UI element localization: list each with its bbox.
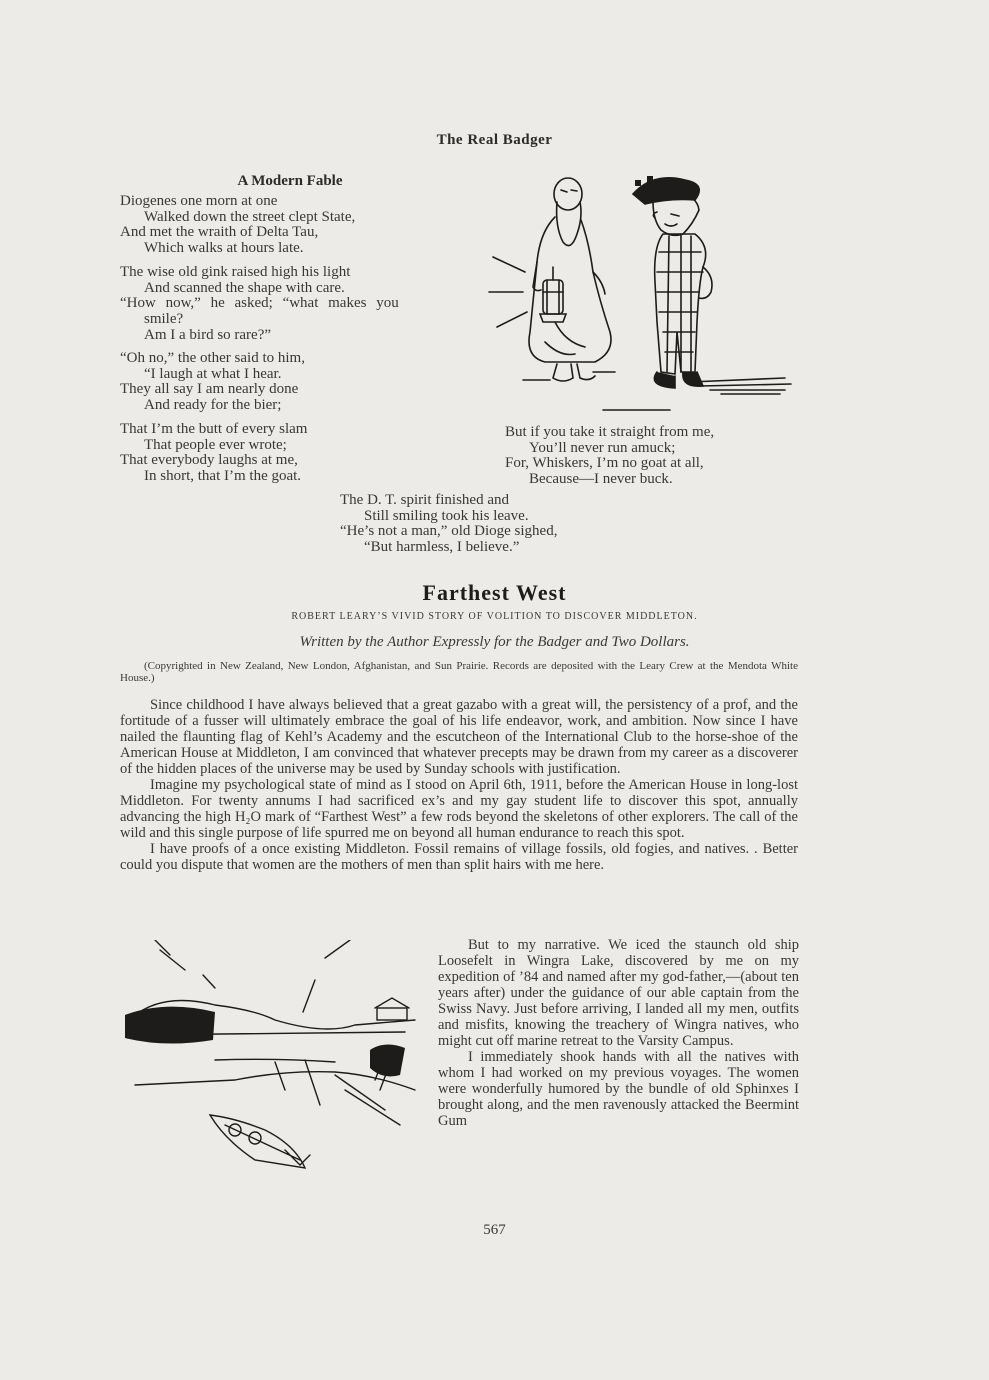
poem-stanza-4: [120, 422, 307, 485]
poem-line: “He’s not a man,” old Dioge sighed,: [340, 523, 558, 540]
poem-line: And ready for the bier;: [144, 397, 282, 414]
poem-line: Which walks at hours late.: [144, 240, 304, 257]
poem-line: Walked down the street clept State,: [144, 208, 356, 225]
poem-line: smile?: [144, 311, 184, 328]
poem-line: In short, that I’m the goat.: [144, 468, 302, 485]
poem-line: Diogenes one morn at one: [120, 193, 278, 209]
article-right-column: [438, 937, 799, 1129]
article-subtitle: ROBERT LEARY’S VIVID STORY OF VOLITION TO DISCOVER MIDDLETON.: [291, 611, 698, 622]
poem-line: “I laugh at what I hear.: [144, 365, 282, 382]
poem-line: And scanned the shape with care.: [144, 279, 345, 296]
running-header: The Real Badger: [436, 132, 553, 148]
poem-stanza-1: [120, 194, 355, 257]
poem-line: “Oh no,” the other said to him,: [120, 350, 305, 366]
poem-stanza-5: [505, 425, 714, 488]
poem-stanza-2: [120, 265, 460, 344]
poem-line: And met the wraith of Delta Tau,: [120, 224, 319, 241]
poem-line: That everybody laughs at me,: [120, 452, 298, 469]
poem-stanza-3: [120, 351, 305, 414]
poem-line: Still smiling took his leave.: [364, 507, 529, 524]
poem-line: The D. T. spirit finished and: [340, 492, 509, 508]
poem-title: A Modern Fable: [237, 173, 343, 189]
poem-line: You’ll never run amuck;: [529, 439, 676, 456]
poem-line: The wise old gink raised high his light: [120, 264, 351, 280]
article-paragraph: I have proofs of a once existing Middleton. Fossil remains of village fossils, old fogies, and natives. . Better could you dispute that women are the mothers of men than split hairs with me here.: [120, 841, 798, 873]
poem-line: Am I a bird so rare?”: [144, 326, 272, 343]
article-paragraph: I immediately shook hands with all the natives with whom I had worked on my previous voyages. The women were wonderfully humored by the bundle of old Sphinxes I brought along, and the men ravenously attacked the Beermint Gum: [438, 1049, 799, 1129]
page-number: 567: [483, 1222, 506, 1238]
poem-line: Because—I never buck.: [529, 471, 673, 488]
poem-line: That people ever wrote;: [144, 436, 287, 453]
article-paragraph: Since childhood I have always believed that a great gazabo with a great will, the persistency of a prof, and the fortitude of a fusser will ultimately embrace the goal of his life endeavor, work, and ambition. Now since I have nailed the flaunting flag of Kehl’s Academy and the escutcheon of the International Club to the horse-shoe of the American House at Middleton, I am convinced that whatever precepts may be drawn from my career as a discoverer of the hidden places of the universe may be used by Sunday schools with justification.: [120, 697, 798, 777]
poem-line: They all say I am nearly done: [120, 381, 299, 398]
article-paragraph: Imagine my psychological state of mind as I stood on April 6th, 1911, before the American House in long-lost Middleton. For twenty annums I had sacrificed ex’s and my gay student life to discover this spot, annually advancing the high H₂O mark of “Farthest West” a few rods beyond the skeletons of other explorers. The call of the wild and this single purpose of life spurred me on beyond all human endurance to reach this spot.: [120, 777, 798, 841]
poem-line: That I’m the butt of every slam: [120, 421, 308, 437]
copyright-note: (Copyrighted in New Zealand, New London, Afghanistan, and Sun Prairie. Records are deposited with the Leary Crew at the Mendota White House.): [120, 660, 798, 684]
poem-line: “How now,” he asked; “what makes you: [120, 295, 399, 312]
poem-stanza-6: [340, 493, 557, 556]
article-byline: Written by the Author Expressly for the Badger and Two Dollars.: [299, 634, 690, 650]
poem-line: For, Whiskers, I’m no goat at all,: [505, 455, 704, 472]
article-body: [120, 697, 798, 873]
lake-expedition-illustration: [125, 940, 425, 1190]
poem-line: “But harmless, I believe.”: [364, 539, 520, 556]
article-title: Farthest West: [422, 580, 567, 605]
poem-line: But if you take it straight from me,: [505, 424, 715, 440]
diogenes-cartoon-illustration: [485, 172, 800, 422]
article-paragraph: But to my narrative. We iced the staunch old ship Loosefelt in Wingra Lake, discovered by me on my expedition of ’84 and named after my god-father,—(about ten years after) under the guidance of our able captain from the Swiss Navy. Just before arriving, I landed all my men, outfits and misfits, knowing the treachery of Wingra natives, who might cut off marine retreat to the Varsity Campus.: [438, 937, 799, 1049]
